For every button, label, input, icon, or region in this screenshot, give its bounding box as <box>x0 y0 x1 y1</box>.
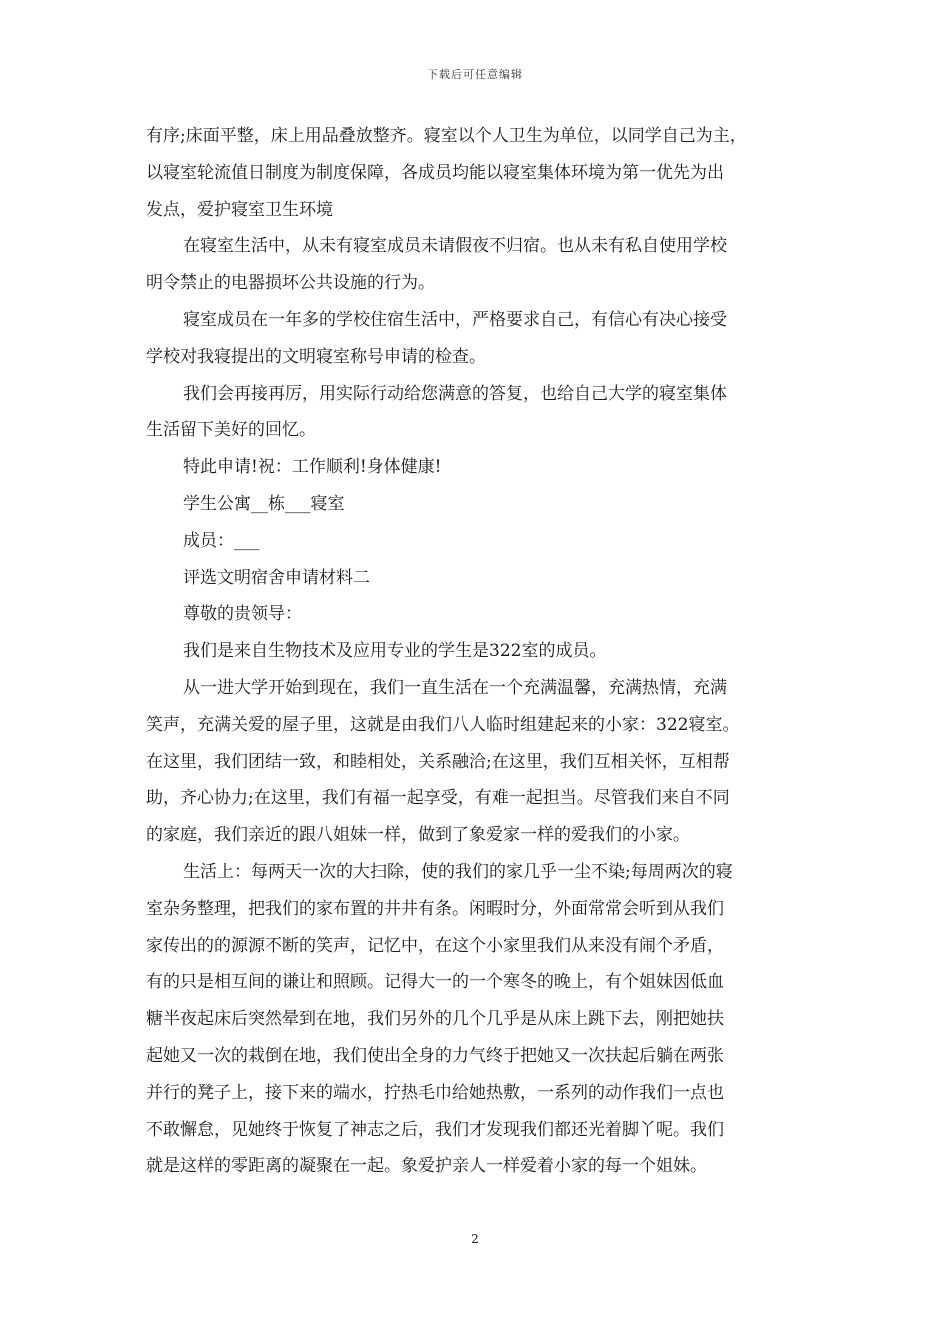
text-line: 评选文明宿舍申请材料二 <box>183 567 370 588</box>
text-line: 我们是来自生物技术及应用专业的学生是322室的成员。 <box>183 641 607 662</box>
text-line: 生活上：每两天一次的大扫除，使的我们的家几乎一尘不染;每周两次的寝 <box>183 861 733 882</box>
page-header: 下载后可任意编辑 <box>427 68 523 81</box>
text-line: 寝室成员在一年多的学校住宿生活中，严格要求自己，有信心有决心接受 <box>183 309 727 330</box>
text-line: 家传出的的源源不断的笑声，记忆中，在这个小家里我们从来没有闹个矛盾， <box>146 935 724 956</box>
text-line: 在这里，我们团结一致，和睦相处，关系融洽;在这里，我们互相关怀，互相帮 <box>146 751 730 772</box>
text-line: 特此申请!祝：工作顺利!身体健康! <box>183 457 442 478</box>
text-line: 成员：___ <box>183 530 260 551</box>
text-line: 以寝室轮流值日制度为制度保障，各成员均能以寝室集体环境为第一优先为出 <box>146 162 724 183</box>
text-line: 并行的凳子上，接下来的端水，拧热毛巾给她热敷，一系列的动作我们一点也 <box>146 1082 724 1103</box>
text-line: 生活留下美好的回忆。 <box>146 420 316 441</box>
text-line: 我们会再接再厉，用实际行动给您满意的答复，也给自己大学的寝室集体 <box>183 383 727 404</box>
text-line: 学校对我寝提出的文明寝室称号申请的检查。 <box>146 346 486 367</box>
text-line: 明令禁止的电器损坏公共设施的行为。 <box>146 273 435 294</box>
text-line: 糖半夜起床后突然晕到在地，我们另外的几个几乎是从床上跳下去，刚把她扶 <box>146 1009 724 1030</box>
text-line: 有序;床面平整，床上用品叠放整齐。寝室以个人卫生为单位，以同学自己为主， <box>146 126 747 146</box>
text-line: 笑声，充满关爱的屋子里，这就是由我们八人临时组建起来的小家：322寝室。 <box>146 714 740 735</box>
text-line: 学生公寓__栋___寝室 <box>183 493 345 514</box>
document-body <box>146 118 810 1185</box>
text-line: 就是这样的零距离的凝聚在一起。象爱护亲人一样爱着小家的每一个姐妹。 <box>146 1156 707 1177</box>
text-line: 从一进大学开始到现在，我们一直生活在一个充满温馨，充满热情，充满 <box>183 677 727 698</box>
text-line: 发点，爱护寝室卫生环境 <box>146 199 333 220</box>
text-line: 起她又一次的栽倒在地，我们使出全身的力气终于把她又一次扶起后躺在两张 <box>146 1045 724 1066</box>
text-line: 有的只是相互间的谦让和照顾。记得大一的一个寒冬的晚上，有个姐妹因低血 <box>146 972 724 993</box>
text-line: 室杂务整理，把我们的家布置的井井有条。闲暇时分，外面常常会听到从我们 <box>146 898 724 919</box>
text-line: 的家庭，我们亲近的跟八姐妹一样，做到了象爱家一样的爱我们的小家。 <box>146 825 690 846</box>
page-number: 2 <box>471 1232 479 1246</box>
text-line: 不敢懈怠，见她终于恢复了神志之后，我们才发现我们都还光着脚丫呢。我们 <box>146 1119 724 1140</box>
text-line: 尊敬的贵领导： <box>183 604 302 625</box>
text-line: 助，齐心协力;在这里，我们有福一起享受，有难一起担当。尽管我们来自不同 <box>146 788 730 809</box>
text-line: 在寝室生活中，从未有寝室成员未请假夜不归宿。也从未有私自使用学校 <box>183 236 727 257</box>
